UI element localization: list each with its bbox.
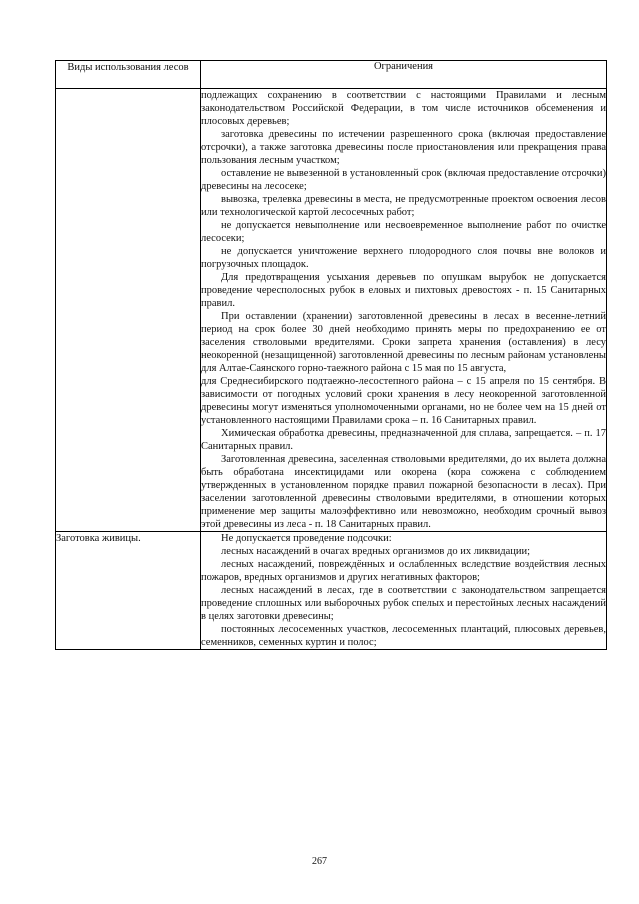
restriction-paragraph: Заготовленная древесина, заселенная стволовыми вредителями, до их вылета должна быть обработана инсектицидами или окорена (кора сожжена с соблюдением утвержденных в установленном порядке правил пожарной безопасности в лесах). При заселении заготовленной древесины стволовыми вредителями, в отношении которых применение мер защиты малоэффективно или невозможно, необходим срочный вывоз этой древесины из леса - п. 18 Санитарных правил. — [201, 454, 606, 530]
restriction-paragraph: не допускается уничтожение верхнего плодородного слоя почвы вне волоков и погрузочных площадок. — [201, 246, 606, 270]
restrictions-table — [55, 60, 607, 650]
restriction-paragraph: лесных насаждений в лесах, где в соответствии с законодательством запрещается проведение сплошных или выборочных рубок спелых и перестойных лесных насаждений в целях заготовки древесины; — [201, 585, 606, 622]
forest-use-type — [56, 89, 201, 532]
restriction-paragraph: При оставлении (хранении) заготовленной древесины в лесах в весенне-летний период на срок более 30 дней необходимо принять меры по предохранению ее от заселения стволовыми вредителями. Сроки запрета хранения (оставления) в лесу неокоренной (незащищенной) заготовленной древесины по лесным районам установлены для Алтае-Саянского горно-таежного района с 15 мая по 15 августа, — [201, 311, 606, 374]
restriction-paragraph: Для предотвращения усыхания деревьев по опушкам вырубок не допускается проведение чересполосных рубок в еловых и пихтовых древостоях - п. 15 Санитарных правил. — [201, 272, 606, 309]
forest-use-type: Заготовка живицы. — [56, 532, 201, 650]
restriction-paragraph: не допускается невыполнение или несвоевременное выполнение работ по очистке лесосеки; — [201, 220, 606, 244]
column-header-restrictions: Ограничения — [201, 61, 607, 89]
restrictions-cell — [201, 89, 607, 532]
restriction-paragraph: оставление не вывезенной в установленный срок (включая предоставление отсрочки) древесины на лесосеке; — [201, 168, 606, 192]
restriction-paragraph: постоянных лесосеменных участков, лесосеменных плантаций, плюсовых деревьев, семенников, семенных куртин и полос; — [201, 624, 606, 648]
restriction-paragraph: лесных насаждений, повреждённых и ослабленных вследствие воздействия лесных пожаров, вредных организмов и других негативных факторов; — [201, 559, 606, 583]
restriction-paragraph: заготовка древесины по истечении разрешенного срока (включая предоставление отсрочки), а также заготовка древесины после приостановления или прекращения права пользования лесным участком; — [201, 129, 606, 166]
table-body — [56, 89, 607, 650]
restriction-paragraph: Химическая обработка древесины, предназначенной для сплава, запрещается. – п. 17 Санитарных правил. — [201, 428, 606, 452]
restriction-paragraph: вывозка, трелевка древесины в места, не предусмотренные проектом освоения лесов или технологической картой лесосечных работ; — [201, 194, 606, 218]
table-header-row — [56, 61, 607, 89]
restriction-paragraph: подлежащих сохранению в соответствии с настоящими Правилами и лесным законодательством Российской Федерации, в том числе источников обсеменения и плосовых деревьев; — [201, 90, 606, 127]
restriction-paragraph: для Среднесибирского подтаежно-лесостепного района – с 15 апреля по 15 сентября. В зависимости от погодных условий сроки хранения в лесу неокоренной заготовленной древесины могут изменяться уполномоченными органами, но не более чем на 15 дней от установленного настоящими Правилами срока – п. 16 Санитарных правил. — [201, 376, 606, 426]
table-row — [56, 89, 607, 532]
column-header-forest-use: Виды использования лесов — [56, 61, 201, 89]
restrictions-cell — [201, 532, 607, 650]
restriction-paragraph: лесных насаждений в очагах вредных организмов до их ликвидации; — [221, 546, 531, 557]
restriction-paragraph: Не допускается проведение подсочки: — [221, 533, 392, 544]
table-row — [56, 532, 607, 650]
page-number: 267 — [312, 856, 327, 867]
